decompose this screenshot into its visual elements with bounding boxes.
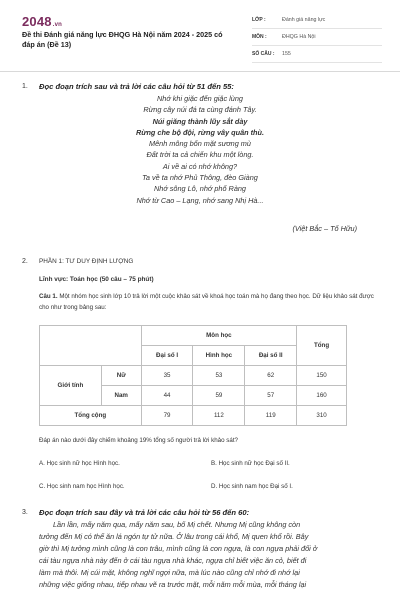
passage [39, 519, 379, 591]
table-cell: 62 [245, 366, 297, 386]
table-cell: 79 [141, 406, 193, 426]
table-col-header: Đại số I [141, 346, 193, 366]
logo-suffix: .vn [52, 22, 63, 28]
poem-line: Mênh mông bốn mặt sương mù [149, 139, 251, 149]
table-cell: 57 [245, 386, 297, 406]
question-number: 2. [22, 258, 28, 265]
meta-value: Đánh giá năng lực [282, 17, 326, 23]
table-cell: 310 [297, 406, 347, 426]
meta-row-class [252, 12, 382, 29]
table-cell: 59 [193, 386, 245, 406]
field-label: Lĩnh vực: Toán học (50 câu – 75 phút) [39, 276, 154, 283]
table-cell: 112 [193, 406, 245, 426]
poem-line: Nhớ từ Cao – Lạng, nhớ sang Nhị Hà... [136, 195, 264, 205]
option-c[interactable]: C. Học sinh nam học Hình học. [39, 483, 125, 490]
table-row [40, 366, 347, 386]
logo-text: 2048 [22, 14, 52, 29]
poem-line: Rừng che bộ đội, rừng vây quân thù. [136, 127, 264, 137]
poem-line: Ai về ai có nhớ không? [162, 161, 238, 171]
question-label: Câu 1. [39, 293, 58, 300]
question-body: Một nhóm học sinh lớp 10 trả lời một cuộc khảo sát về khoá học toán mà họ đang theo học. Dữ liệu khảo sát được cho như trong bảng sau: [39, 293, 374, 311]
table-row-group: Giới tính [40, 366, 102, 406]
meta-row-count [252, 46, 382, 63]
passage-line: tưởng đến Mị có thể ăn lá ngón tự tử nữa. Ở lâu trong cái khổ, Mị quen khổ rồi. Bây [39, 532, 309, 541]
table-cell: 44 [141, 386, 193, 406]
table-corner [40, 326, 142, 366]
meta-label: SỐ CÂU : [252, 51, 275, 57]
table-cell: 150 [297, 366, 347, 386]
passage-line: giờ thì Mị tưởng mình cũng là con trâu, mình cũng là con ngựa, là con ngựa phải đổi ở [39, 544, 318, 553]
question-heading: Đọc đoạn trích sau đây và trả lời các câu hỏi từ 56 đến 60: [39, 508, 250, 517]
table-col-header: Đại số II [245, 346, 297, 366]
passage-line: làm mà thôi. Mị cúi mặt, không nghĩ ngợi nữa, mà lúc nào cũng chỉ nhớ đi nhớ lại [39, 568, 300, 577]
site-logo[interactable] [22, 14, 62, 29]
table-cell: 35 [141, 366, 193, 386]
table-header-subject: Môn học [141, 326, 296, 346]
table-row [40, 406, 347, 426]
table-row-label: Nam [101, 386, 141, 406]
survey-table [39, 325, 347, 426]
question-text [39, 292, 379, 313]
option-b[interactable]: B. Học sinh nữ học Đại số II. [211, 460, 290, 467]
table-col-header: Hình học [193, 346, 245, 366]
option-a[interactable]: A. Học sinh nữ học Hình học. [39, 460, 120, 467]
meta-value: ĐHQG Hà Nội [282, 34, 316, 40]
exam-meta [252, 12, 382, 63]
poem-line: Núi giăng thành lũy sắt dày [152, 116, 248, 126]
passage-line: những việc giống nhau, tiếp nhau vẽ ra trước mặt, mỗi năm mỗi mùa, mỗi tháng lại [39, 580, 307, 589]
page-header [0, 0, 400, 72]
question-prompt: Đáp án nào dưới đây chiếm khoảng 19% tổng số người trả lời khảo sát? [39, 437, 238, 444]
poem-line: Nhớ khi giặc đến giặc lùng [157, 94, 243, 103]
meta-label: MÔN : [252, 34, 267, 40]
table-header-total: Tổng [297, 326, 347, 366]
part-title: PHẦN 1: TƯ DUY ĐỊNH LƯỢNG [39, 258, 134, 265]
poem-attribution: (Việt Bắc – Tố Hữu) [292, 224, 357, 233]
option-d[interactable]: D. Học sinh nam học Đại số I. [211, 483, 293, 490]
table-total-label: Tổng cộng [40, 406, 142, 426]
table-cell: 160 [297, 386, 347, 406]
question-heading: Đọc đoạn trích sau và trả lời các câu hỏi từ 51 đến 55: [39, 82, 234, 91]
question-number: 1. [22, 83, 28, 90]
meta-value: 155 [282, 51, 291, 57]
passage-line: cái tàu ngựa nhà này đến ở cái tàu ngựa nhà khác, ngựa chỉ biết việc ăn cỏ, biết đi [39, 556, 307, 565]
table-cell: 53 [193, 366, 245, 386]
passage-line: Lần lần, mấy năm qua, mấy năm sau, bố Mị chết. Nhưng Mị cũng không còn [53, 520, 301, 529]
poem-line: Nhớ sông Lô, nhớ phố Ràng [154, 184, 246, 194]
exam-title: Đề thi Đánh giá năng lực ĐHQG Hà Nội năm 2024 - 2025 có đáp án (Đề 13) [22, 30, 223, 49]
poem-line: Ta về ta nhớ Phủ Thông, đèo Giàng [142, 173, 258, 183]
poem-line: Đất trời ta cả chiến khu một lòng. [146, 150, 254, 160]
poem [0, 93, 400, 206]
table-cell: 119 [245, 406, 297, 426]
meta-label: LỚP : [252, 17, 266, 23]
meta-row-subject [252, 29, 382, 46]
table-row-label: Nữ [101, 366, 141, 386]
question-number: 3. [22, 509, 28, 516]
poem-line: Rừng cây núi đá ta cùng đánh Tây. [143, 105, 257, 115]
